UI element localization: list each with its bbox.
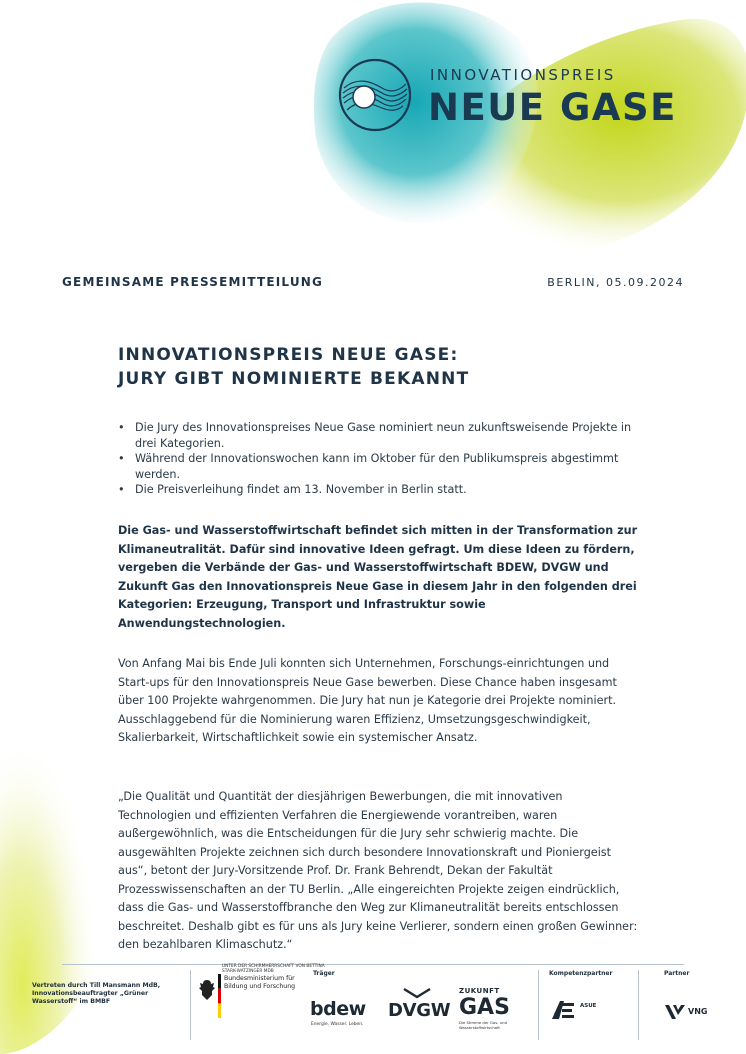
- german-flag-icon: [218, 974, 221, 1018]
- bdew-logo: bdew: [310, 998, 366, 1020]
- partner-label: Partner: [664, 970, 690, 977]
- document-type-label: GEMEINSAME PRESSEMITTEILUNG: [62, 275, 324, 289]
- footer-separator: [190, 970, 191, 1040]
- asue-mark-icon: [551, 1000, 575, 1020]
- title-line1: INNOVATIONSPREIS NEUE GASE:: [118, 345, 459, 365]
- title-line2: JURY GIBT NOMINIERTE BEKANNT: [118, 369, 470, 389]
- bmbf-logo-text: Bundesministerium für Bildung und Forschung: [224, 975, 296, 990]
- bullet-list: [118, 420, 638, 498]
- vng-mark-icon: [664, 1004, 686, 1020]
- bmbf-patronage: UNTER DER SCHIRMHERRSCHAFT VON BETTINA STARK-WATZINGER MDB: [222, 964, 325, 974]
- zukunft-gas-line1: ZUKUNFT: [459, 987, 500, 995]
- list-item: • Während der Innovationswochen kann im Oktober für den Publikumspreis abgestimmt werden.: [118, 451, 638, 482]
- header-row: [62, 275, 684, 293]
- kompetenzpartner-label: Kompetenzpartner: [549, 970, 613, 977]
- representative-note: Vertreten durch Till Mansmann MdB, Innovationsbeauftragter „Grüner Wasserstoff“ im BMBF: [32, 982, 161, 1005]
- dvgw-logo: DVGW: [388, 1000, 451, 1021]
- lead-paragraph: Die Gas- und Wasserstoffwirtschaft befindet sich mitten in der Transformation zur Klimaneutralität. Dafür sind innovative Ideen gefragt. Um diese Ideen zu fördern, vergeben die Verbände der Gas- und Wasserstoffwirtschaft BDEW, DVGW und Zukunft Gas den Innovationspreis Neue Gase in diesem Jahr in den folgenden drei Kategorien: Erzeugung, Transport und Infrastruktur sowie Anwendungstechnologien.: [118, 524, 638, 630]
- bdew-tagline: Energie. Wasser. Leben.: [311, 1022, 364, 1027]
- footer-separator: [638, 970, 639, 1040]
- list-item: • Die Preisverleihung findet am 13. November in Berlin statt.: [118, 482, 638, 498]
- logo-line1: INNOVATIONSPREIS: [430, 66, 616, 84]
- footer-separator: [538, 970, 539, 1040]
- vng-logo: VNG: [688, 1007, 708, 1016]
- quote-paragraph: „Die Qualität und Quantität der diesjährigen Bewerbungen, die mit innovativen Technologien und effizienten Verfahren die Energiewende vorantreiben, waren außergewöhnlich, was die Entscheidungen für die Jury sehr schwierig machte. Die ausgewählten Projekte zeichnen sich durch besondere Innovationskraft und Pioniergeist aus“, betont der Jury-Vorsitzende Prof. Dr. Frank Behrendt, Dekan der Fakultät Prozesswissenschaften an der TU Berlin. „Alle eingereichten Projekte zeigen eindrücklich, dass die Gas- und Wasserstoffbranche den Weg zur Klimaneutralität bereits entschlossen beschreitet. Deshalb gibt es für uns als Jury keine Verlierer, sondern einen großen Gewinner: den bezahlbaren Klimaschutz.“: [118, 790, 638, 951]
- federal-eagle-icon: [198, 978, 216, 1002]
- page-title: [118, 343, 638, 391]
- traeger-label: Träger: [313, 970, 335, 977]
- zukunft-gas-tagline: Die Stimme der Gas- und Wasserstoffwirtschaft: [459, 1020, 507, 1030]
- zukunft-gas-line2: GAS: [459, 995, 510, 1020]
- body-paragraph: Von Anfang Mai bis Ende Juli konnten sich Unternehmen, Forschungs-einrichtungen und Start-ups für den Innovationspreis Neue Gase bewerben. Diese Chance haben insgesamt über 100 Projekte wahrgenommen. Die Jury hat nun je Kategorie drei Projekte nominiert. Ausschlaggebend für die Nominierung waren Effizienz, Umsetzungsgeschwindigkeit, Skalierbarkeit, Wirtschaftlichkeit sowie ein systemischer Ansatz.: [118, 657, 617, 744]
- list-item: • Die Jury des Innovationspreises Neue Gase nominiert neun zukunftsweisende Projekte in drei Kategorien.: [118, 420, 638, 451]
- logo: [338, 58, 698, 138]
- logo-emblem-icon: [338, 58, 412, 132]
- asue-logo: ASUE: [580, 1003, 597, 1009]
- dvgw-mark-icon: [402, 987, 432, 999]
- footer-divider: [62, 964, 684, 965]
- logo-line2: NEUE GASE: [428, 86, 677, 129]
- place-date: BERLIN, 05.09.2024: [547, 276, 684, 289]
- footer: [0, 958, 746, 1054]
